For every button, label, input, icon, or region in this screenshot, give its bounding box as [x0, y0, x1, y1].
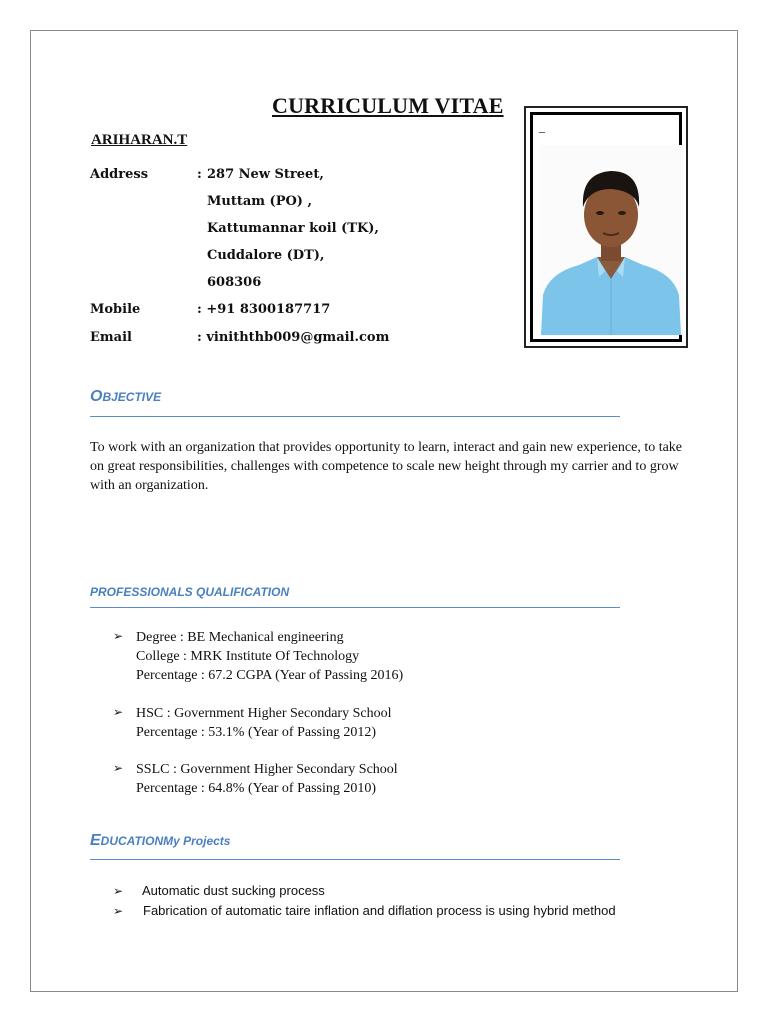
- project-item-1: Automatic dust sucking process: [142, 883, 325, 898]
- objective-rule: [90, 416, 620, 417]
- sslc-percentage-line: Percentage : 64.8% (Year of Passing 2010): [136, 781, 377, 796]
- candidate-name: ARIHARAN.T: [91, 132, 188, 148]
- mobile-value: : +91 8300187717: [197, 302, 331, 317]
- address-line-5: 608306: [207, 275, 262, 290]
- qualification-heading: PROFESSIONALS QUALIFICATION: [90, 585, 290, 599]
- projects-heading-caps: DUCATION: [100, 834, 164, 848]
- portrait-photo-icon: [539, 145, 683, 335]
- mobile-label: Mobile: [90, 302, 141, 317]
- bullet-arrow-icon: ➢: [113, 884, 124, 898]
- address-separator: :: [197, 167, 202, 182]
- objective-text: To work with an organization that provides opportunity to learn, interact and gain new experience, to take on great responsibilities, challenges with competence to scale new height through my carrier and to grow with an organization.: [90, 440, 683, 493]
- objective-heading-first: O: [90, 388, 103, 405]
- bullet-arrow-icon: ➢: [113, 705, 124, 719]
- address-line-4: Cuddalore (DT),: [207, 248, 325, 263]
- address-line-2: Muttam (PO) ,: [207, 194, 313, 209]
- projects-heading-first: E: [90, 832, 101, 849]
- objective-heading-rest: BJECTIVE: [102, 390, 162, 404]
- email-value: : viniththb009@gmail.com: [197, 330, 390, 345]
- address-label: Address: [90, 167, 149, 182]
- document-title: CURRICULUM VITAE: [272, 93, 504, 118]
- projects-heading: [90, 832, 230, 850]
- projects-rule: [90, 859, 620, 860]
- degree-percentage-line: Percentage : 67.2 CGPA (Year of Passing 2016): [136, 668, 404, 683]
- hsc-line: HSC : Government Higher Secondary School: [136, 706, 392, 721]
- photo-frame: [524, 106, 688, 348]
- hsc-percentage-line: Percentage : 53.1% (Year of Passing 2012): [136, 725, 377, 740]
- projects-heading-rest: My Projects: [163, 834, 231, 848]
- qualification-rule: [90, 607, 620, 608]
- objective-heading: [90, 388, 161, 406]
- address-line-3: Kattumannar koil (TK),: [207, 221, 379, 236]
- address-line-1: 287 New Street,: [207, 167, 324, 182]
- college-line: College : MRK Institute Of Technology: [136, 649, 360, 664]
- degree-line: Degree : BE Mechanical engineering: [136, 630, 344, 645]
- frame-mark: _: [539, 120, 545, 134]
- bullet-arrow-icon: ➢: [113, 761, 124, 775]
- bullet-arrow-icon: ➢: [113, 629, 124, 643]
- project-item-2: Fabrication of automatic taire inflation and diflation process is using hybrid method: [143, 903, 616, 918]
- bullet-arrow-icon: ➢: [113, 904, 124, 918]
- email-label: Email: [90, 330, 132, 345]
- sslc-line: SSLC : Government Higher Secondary School: [136, 762, 398, 777]
- photo-inner-border: [530, 112, 682, 342]
